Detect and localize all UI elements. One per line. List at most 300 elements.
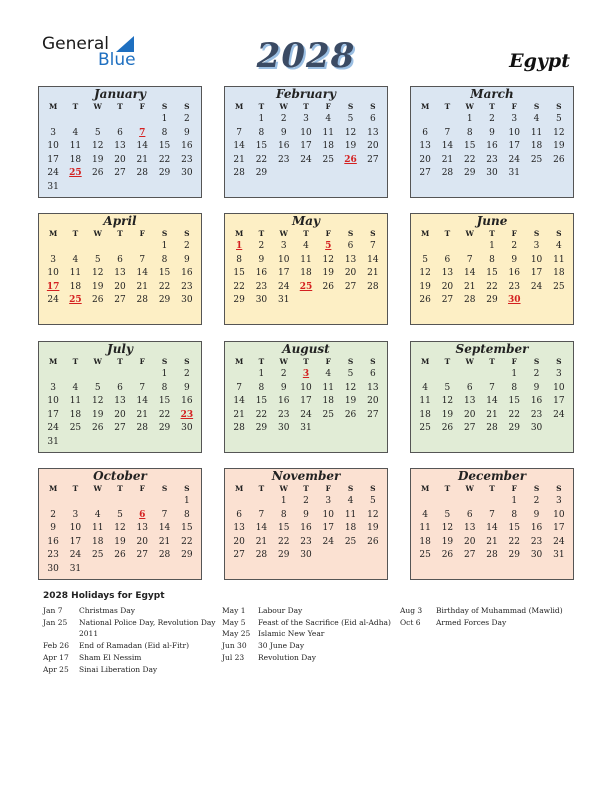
empty-day-cell: [548, 294, 570, 308]
week-row: [411, 281, 573, 295]
day-cell: 30: [181, 295, 193, 305]
day-cell: 15: [255, 396, 268, 406]
day-cell: 13: [344, 254, 357, 265]
week-row: [39, 368, 201, 382]
day-cell: 24: [69, 550, 82, 560]
weekday-label: T: [444, 102, 451, 111]
day-cell: 13: [441, 268, 454, 278]
empty-day-cell: [317, 167, 339, 181]
empty-day-cell: [228, 495, 250, 509]
empty-day-cell: [525, 167, 547, 181]
holiday-name: Islamic New Year: [258, 629, 325, 639]
day-cell: 26: [419, 295, 431, 305]
holiday-entry: [400, 605, 580, 617]
day-cell: 23: [530, 536, 543, 547]
day-cell: 21: [441, 154, 454, 165]
holiday-day-cell: 7: [139, 127, 146, 138]
day-cell: 13: [233, 523, 245, 533]
day-cell: 22: [158, 281, 171, 292]
weekday-label: S: [533, 484, 540, 493]
day-cell: 12: [344, 127, 357, 138]
day-cell: 24: [530, 281, 543, 292]
holiday-day-cell: 17: [46, 281, 60, 292]
weekday-label: S: [533, 229, 540, 238]
day-cell: 26: [553, 154, 565, 165]
day-cell: 8: [236, 254, 242, 265]
weekday-label: S: [556, 484, 562, 493]
month-title: December: [457, 469, 527, 483]
empty-day-cell: [109, 563, 131, 577]
day-cell: 24: [553, 536, 565, 547]
empty-day-cell: [109, 436, 131, 450]
day-cell: 20: [367, 396, 379, 406]
day-cell: 9: [533, 509, 540, 520]
day-cell: 7: [139, 382, 146, 393]
day-cell: 20: [419, 154, 431, 165]
day-cell: 14: [136, 268, 148, 278]
day-cell: 14: [463, 268, 476, 278]
day-cell: 15: [463, 141, 476, 151]
day-cell: 5: [444, 509, 451, 520]
day-cell: 10: [47, 396, 59, 406]
day-cell: 17: [300, 141, 312, 151]
day-cell: 17: [553, 523, 565, 533]
week-row: [39, 409, 201, 423]
day-cell: 13: [463, 396, 476, 406]
day-cell: 3: [511, 114, 518, 124]
day-cell: 5: [94, 127, 101, 138]
week-row: [411, 127, 573, 141]
week-row: [39, 495, 201, 509]
day-cell: 9: [511, 254, 518, 265]
day-cell: 25: [322, 154, 334, 165]
day-cell: 24: [553, 409, 565, 420]
day-cell: 30: [181, 168, 193, 178]
holiday-entry: [43, 628, 223, 640]
day-cell: 1: [466, 114, 473, 124]
empty-day-cell: [42, 368, 64, 382]
empty-day-cell: [64, 240, 86, 254]
day-cell: 16: [486, 141, 498, 151]
day-cell: 15: [158, 396, 171, 406]
month-title: June: [476, 214, 508, 228]
day-cell: 26: [367, 536, 379, 547]
week-row: [39, 267, 201, 281]
week-row: [225, 382, 387, 396]
week-row: [225, 254, 387, 268]
day-cell: 10: [300, 127, 312, 138]
empty-day-cell: [339, 549, 361, 563]
week-row: [411, 522, 573, 536]
weekday-label: S: [161, 102, 168, 111]
day-cell: 16: [277, 396, 290, 406]
day-cell: 8: [161, 254, 168, 265]
weekday-label: M: [234, 229, 244, 238]
empty-day-cell: [548, 167, 570, 181]
day-cell: 17: [69, 536, 82, 547]
day-cell: 16: [530, 523, 543, 533]
month-title: October: [93, 469, 147, 483]
day-cell: 9: [258, 254, 265, 265]
day-cell: 23: [530, 409, 543, 420]
day-cell: 26: [322, 281, 334, 292]
empty-day-cell: [228, 113, 250, 127]
day-cell: 7: [489, 382, 495, 393]
day-cell: 4: [94, 509, 101, 520]
day-cell: 19: [91, 409, 104, 420]
day-cell: 29: [255, 168, 268, 178]
day-cell: 4: [533, 114, 540, 124]
day-cell: 12: [91, 396, 104, 406]
month-title: February: [275, 87, 336, 101]
day-cell: 27: [419, 168, 431, 178]
empty-day-cell: [176, 436, 198, 450]
holiday-entry: [43, 652, 223, 664]
day-cell: 14: [367, 254, 379, 265]
day-cell: 15: [508, 396, 520, 406]
day-cell: 14: [233, 141, 245, 151]
day-cell: 20: [463, 409, 476, 420]
empty-day-cell: [153, 495, 175, 509]
day-cell: 24: [47, 168, 59, 178]
empty-day-cell: [525, 294, 547, 308]
week-row: [411, 368, 573, 382]
day-cell: 6: [369, 114, 376, 124]
day-cell: 23: [181, 154, 193, 165]
day-cell: 1: [280, 496, 287, 506]
empty-day-cell: [131, 436, 153, 450]
day-cell: 10: [530, 254, 543, 265]
day-cell: 17: [508, 141, 520, 151]
weekday-label: T: [117, 102, 123, 111]
weekday-label: S: [556, 357, 562, 366]
month-november: [224, 468, 388, 580]
empty-day-cell: [414, 495, 436, 509]
week-row: [411, 536, 573, 550]
day-cell: 23: [47, 550, 59, 560]
empty-day-cell: [459, 495, 481, 509]
empty-day-cell: [436, 495, 458, 509]
day-cell: 22: [181, 536, 193, 547]
day-cell: 30: [181, 423, 193, 433]
holiday-day-cell: 30: [508, 295, 521, 305]
week-row: [411, 154, 573, 168]
weekday-label: T: [303, 357, 309, 366]
holiday-entry: [400, 617, 580, 629]
weekday-label: M: [420, 229, 430, 238]
day-cell: 27: [114, 423, 126, 433]
day-cell: 30: [255, 295, 268, 305]
weekday-label: T: [444, 357, 451, 366]
empty-day-cell: [153, 563, 175, 577]
day-cell: 12: [344, 382, 357, 393]
weekday-label: T: [489, 229, 495, 238]
empty-day-cell: [131, 563, 153, 577]
day-cell: 22: [463, 154, 476, 165]
empty-day-cell: [87, 240, 109, 254]
day-cell: 14: [136, 141, 148, 151]
day-cell: 5: [422, 254, 428, 265]
weekday-header: [225, 228, 387, 240]
day-cell: 15: [181, 523, 193, 533]
day-cell: 12: [553, 127, 565, 138]
day-cell: 29: [158, 295, 171, 305]
week-row: [411, 409, 573, 423]
day-cell: 21: [233, 154, 245, 165]
weekday-label: F: [325, 357, 331, 366]
holiday-name: 30 June Day: [258, 641, 305, 651]
day-cell: 4: [325, 114, 332, 124]
day-cell: 7: [258, 509, 265, 520]
holiday-name: Revolution Day: [258, 652, 316, 662]
weekday-label: T: [117, 357, 123, 366]
day-cell: 20: [233, 536, 245, 547]
day-cell: 28: [441, 168, 454, 178]
empty-day-cell: [250, 495, 272, 509]
week-row: [411, 395, 573, 409]
day-cell: 12: [91, 268, 104, 278]
day-cell: 4: [325, 369, 332, 379]
day-cell: 23: [300, 536, 312, 547]
day-cell: 18: [344, 523, 357, 533]
weekday-label: T: [258, 102, 265, 111]
empty-day-cell: [176, 563, 198, 577]
week-row: [39, 167, 201, 181]
holiday-date: Jul 23: [222, 652, 245, 662]
day-cell: 17: [277, 268, 290, 278]
day-cell: 2: [533, 496, 540, 506]
empty-day-cell: [362, 167, 384, 181]
day-cell: 8: [183, 509, 190, 520]
day-cell: 24: [322, 536, 334, 547]
weekday-header: [39, 356, 201, 368]
day-cell: 12: [441, 396, 454, 406]
day-cell: 24: [277, 281, 290, 292]
day-cell: 8: [258, 127, 265, 138]
day-cell: 11: [69, 268, 82, 278]
day-cell: 29: [463, 168, 476, 178]
day-cell: 14: [158, 523, 171, 533]
empty-day-cell: [42, 113, 64, 127]
weekday-label: T: [444, 229, 451, 238]
day-cell: 5: [555, 114, 562, 124]
week-row: [411, 495, 573, 509]
week-row: [225, 113, 387, 127]
day-cell: 28: [486, 550, 498, 560]
day-cell: 3: [50, 254, 56, 265]
weekday-label: T: [117, 484, 123, 493]
day-cell: 16: [181, 141, 193, 151]
day-cell: 18: [419, 536, 431, 547]
day-cell: 19: [114, 536, 126, 547]
week-row: [39, 154, 201, 168]
weekday-label: F: [139, 229, 145, 238]
empty-day-cell: [87, 563, 109, 577]
day-cell: 20: [136, 536, 148, 547]
weekday-label: T: [72, 102, 79, 111]
day-cell: 24: [47, 295, 59, 305]
day-cell: 30: [530, 550, 543, 560]
day-cell: 19: [322, 268, 334, 278]
day-cell: 24: [47, 423, 59, 433]
day-cell: 20: [367, 141, 379, 151]
week-row: [225, 522, 387, 536]
empty-day-cell: [42, 240, 64, 254]
day-cell: 13: [114, 396, 126, 406]
month-title: July: [107, 342, 133, 356]
day-cell: 15: [233, 268, 245, 278]
weekday-label: F: [511, 357, 517, 366]
day-cell: 7: [369, 241, 376, 251]
day-cell: 16: [300, 523, 312, 533]
day-cell: 23: [277, 409, 290, 420]
day-cell: 22: [508, 536, 520, 547]
day-cell: 11: [419, 396, 431, 406]
day-cell: 11: [69, 141, 82, 151]
day-cell: 12: [322, 254, 334, 265]
weekday-label: W: [93, 102, 102, 111]
day-cell: 29: [158, 168, 171, 178]
day-cell: 22: [158, 154, 171, 165]
weekday-label: S: [184, 357, 190, 366]
day-cell: 22: [508, 409, 520, 420]
weekday-label: W: [93, 484, 102, 493]
week-row: [411, 240, 573, 254]
day-cell: 12: [419, 268, 431, 278]
empty-day-cell: [131, 113, 153, 127]
holiday-entry: [43, 605, 223, 617]
day-cell: 21: [486, 536, 498, 547]
empty-day-cell: [548, 422, 570, 436]
weekday-label: M: [234, 484, 244, 493]
day-cell: 28: [136, 423, 148, 433]
day-cell: 18: [300, 268, 312, 278]
holiday-entry: [222, 640, 400, 652]
holiday-day-cell: 5: [325, 241, 332, 251]
holiday-date: Apr 25: [43, 664, 69, 674]
day-cell: 5: [347, 114, 354, 124]
week-row: [411, 422, 573, 436]
month-may: [224, 213, 388, 325]
month-march: [410, 86, 574, 198]
day-cell: 18: [553, 268, 565, 278]
holiday-name: Christmas Day: [79, 606, 135, 615]
day-cell: 26: [91, 423, 104, 433]
week-row: [225, 536, 387, 550]
weekday-label: F: [139, 484, 145, 493]
day-cell: 31: [553, 550, 565, 560]
week-row: [39, 436, 201, 450]
weekday-label: S: [347, 102, 354, 111]
day-cell: 14: [136, 396, 148, 406]
day-cell: 1: [161, 114, 168, 124]
month-october: [38, 468, 202, 580]
day-cell: 19: [344, 396, 357, 406]
day-cell: 7: [489, 509, 495, 520]
day-cell: 3: [555, 496, 562, 506]
day-cell: 10: [553, 509, 565, 520]
day-cell: 8: [511, 509, 518, 520]
empty-day-cell: [87, 495, 109, 509]
day-cell: 15: [255, 141, 268, 151]
day-cell: 2: [280, 114, 287, 124]
day-cell: 11: [322, 382, 334, 393]
day-cell: 11: [69, 396, 82, 406]
empty-day-cell: [109, 368, 131, 382]
empty-day-cell: [87, 181, 109, 195]
month-title: May: [291, 214, 321, 228]
day-cell: 29: [508, 550, 520, 560]
weekday-header: [39, 483, 201, 495]
day-cell: 14: [233, 396, 245, 406]
holiday-entry: [222, 617, 400, 629]
holiday-name: 2011: [79, 629, 99, 639]
day-cell: 19: [91, 281, 104, 292]
weekday-label: T: [258, 484, 265, 493]
day-cell: 1: [161, 369, 168, 379]
day-cell: 9: [533, 382, 540, 393]
day-cell: 22: [255, 409, 268, 420]
day-cell: 18: [322, 141, 334, 151]
week-row: [39, 181, 201, 195]
holiday-name: Sinai Liberation Day: [79, 664, 158, 674]
day-cell: 6: [369, 369, 376, 379]
day-cell: 4: [72, 382, 79, 393]
weekday-label: F: [139, 357, 145, 366]
empty-day-cell: [131, 240, 153, 254]
week-row: [225, 281, 387, 295]
day-cell: 12: [114, 523, 126, 533]
day-cell: 3: [50, 127, 56, 138]
day-cell: 22: [486, 281, 498, 292]
weekday-label: T: [117, 229, 123, 238]
day-cell: 29: [277, 550, 290, 560]
month-title: April: [103, 214, 137, 228]
day-cell: 3: [325, 496, 332, 506]
day-cell: 22: [233, 281, 245, 292]
week-row: [39, 240, 201, 254]
day-cell: 22: [158, 409, 171, 420]
day-cell: 6: [117, 382, 123, 393]
day-cell: 2: [183, 241, 190, 251]
empty-day-cell: [481, 495, 503, 509]
day-cell: 28: [233, 423, 245, 433]
weekday-label: M: [48, 102, 58, 111]
day-cell: 24: [300, 409, 312, 420]
day-cell: 4: [555, 241, 562, 251]
week-row: [39, 382, 201, 396]
month-title: November: [271, 469, 341, 483]
day-cell: 27: [136, 550, 148, 560]
day-cell: 6: [236, 509, 242, 520]
day-cell: 3: [50, 382, 56, 393]
holiday-name: End of Ramadan (Eid al-Fitr): [79, 641, 190, 651]
day-cell: 28: [136, 295, 148, 305]
day-cell: 21: [367, 268, 379, 278]
weekday-label: F: [139, 102, 145, 111]
holiday-date: Jan 7: [43, 606, 63, 615]
day-cell: 12: [91, 141, 104, 151]
week-row: [39, 536, 201, 550]
day-cell: 13: [463, 523, 476, 533]
day-cell: 17: [322, 523, 334, 533]
holiday-entry: [43, 664, 223, 676]
brand-text-general: General: [42, 34, 109, 54]
day-cell: 29: [158, 423, 171, 433]
day-cell: 26: [441, 550, 454, 560]
day-cell: 13: [114, 268, 126, 278]
weekday-label: S: [556, 102, 562, 111]
